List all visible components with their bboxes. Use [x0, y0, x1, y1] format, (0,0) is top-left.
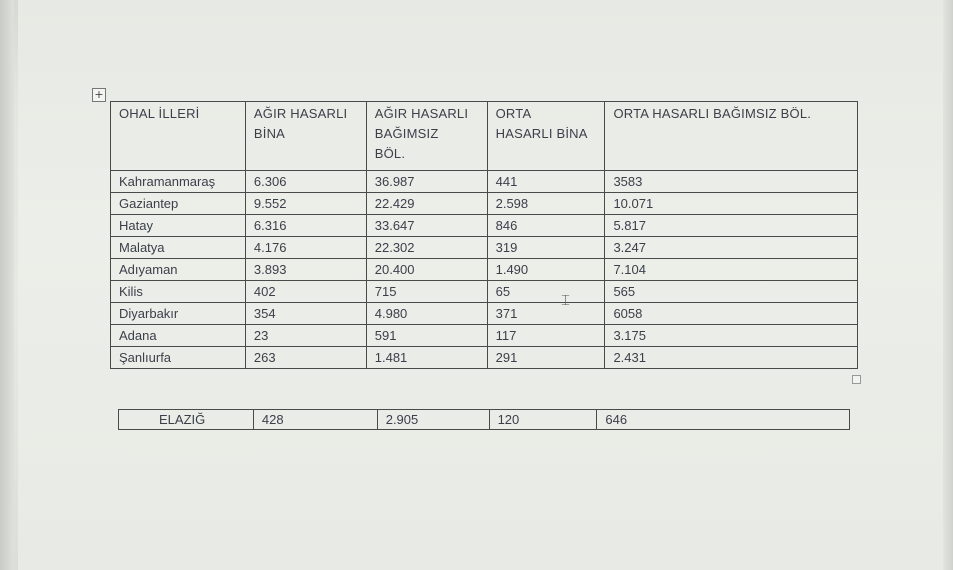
cell-orta-bagimsiz[interactable]: 3583	[605, 171, 858, 193]
cell-agir-bina[interactable]: 6.316	[245, 215, 366, 237]
cell-orta-bagimsiz[interactable]: 565	[605, 281, 858, 303]
cell-orta-bagimsiz[interactable]: 5.817	[605, 215, 858, 237]
cell-orta-bina[interactable]: 117	[487, 325, 605, 347]
header-ohal-illeri	[111, 102, 246, 171]
cell-province[interactable]: Adana	[111, 325, 246, 347]
cell-orta-bina[interactable]: 846	[487, 215, 605, 237]
cell-province[interactable]: Kahramanmaraş	[111, 171, 246, 193]
cell-elazig-agir-bagimsiz[interactable]: 2.905	[377, 410, 489, 430]
cell-agir-bagimsiz[interactable]: 4.980	[366, 303, 487, 325]
monitor-bezel-right	[943, 0, 953, 570]
cell-orta-bina[interactable]: 441	[487, 171, 605, 193]
cell-orta-bagimsiz[interactable]: 2.431	[605, 347, 858, 369]
cell-province[interactable]: Hatay	[111, 215, 246, 237]
monitor-bezel-left	[0, 0, 14, 570]
cell-province[interactable]: Malatya	[111, 237, 246, 259]
table-row	[111, 325, 858, 347]
cell-agir-bina[interactable]: 23	[245, 325, 366, 347]
cell-agir-bagimsiz[interactable]: 715	[366, 281, 487, 303]
cell-orta-bina[interactable]: 65	[487, 281, 605, 303]
cell-agir-bagimsiz[interactable]: 20.400	[366, 259, 487, 281]
cell-agir-bagimsiz[interactable]: 33.647	[366, 215, 487, 237]
cell-agir-bina[interactable]: 4.176	[245, 237, 366, 259]
cell-orta-bagimsiz[interactable]: 6058	[605, 303, 858, 325]
cell-agir-bagimsiz[interactable]: 1.481	[366, 347, 487, 369]
cell-orta-bina[interactable]: 319	[487, 237, 605, 259]
table-move-handle-icon[interactable]: +	[92, 88, 106, 102]
cell-agir-bagimsiz[interactable]: 36.987	[366, 171, 487, 193]
cell-agir-bina[interactable]: 3.893	[245, 259, 366, 281]
cell-orta-bagimsiz[interactable]: 7.104	[605, 259, 858, 281]
cell-province[interactable]: Adıyaman	[111, 259, 246, 281]
header-line: OHAL İLLERİ	[119, 106, 200, 121]
table-row	[111, 347, 858, 369]
cell-orta-bina[interactable]: 1.490	[487, 259, 605, 281]
elazig-table	[118, 409, 850, 430]
cell-province[interactable]: Şanlıurfa	[111, 347, 246, 369]
cell-agir-bina[interactable]: 354	[245, 303, 366, 325]
cell-elazig-orta-bina[interactable]: 120	[489, 410, 597, 430]
cell-agir-bina[interactable]: 6.306	[245, 171, 366, 193]
cell-orta-bagimsiz[interactable]: 10.071	[605, 193, 858, 215]
cell-agir-bagimsiz[interactable]: 591	[366, 325, 487, 347]
cell-agir-bina[interactable]: 263	[245, 347, 366, 369]
header-line: AĞIR HASARLI	[374, 106, 469, 121]
table-row	[111, 303, 858, 325]
text-cursor-icon: ⌶	[561, 291, 571, 309]
cell-province[interactable]: Kilis	[111, 281, 246, 303]
table-resize-handle[interactable]	[852, 375, 861, 384]
table-row	[111, 171, 858, 193]
cell-agir-bina[interactable]: 9.552	[245, 193, 366, 215]
table-row	[111, 281, 858, 303]
cell-elazig-orta-bagimsiz[interactable]: 646	[597, 410, 850, 430]
header-agir-hasarli-bina	[245, 102, 366, 171]
header-orta-hasarli-bagimsiz-bol	[605, 102, 858, 171]
table-row	[111, 215, 858, 237]
cell-orta-bina[interactable]: 371	[487, 303, 605, 325]
cell-agir-bagimsiz[interactable]: 22.429	[366, 193, 487, 215]
header-line: BİNA	[253, 126, 286, 141]
cell-agir-bina[interactable]: 402	[245, 281, 366, 303]
header-line: BÖL.	[374, 146, 406, 161]
header-agir-hasarli-bagimsiz-bol	[366, 102, 487, 171]
cell-orta-bina[interactable]: 2.598	[487, 193, 605, 215]
cell-province[interactable]: Gaziantep	[111, 193, 246, 215]
table-row	[111, 237, 858, 259]
cell-elazig-province[interactable]: ELAZIĞ	[119, 410, 254, 430]
cell-orta-bagimsiz[interactable]: 3.175	[605, 325, 858, 347]
header-line: BAĞIMSIZ	[374, 126, 439, 141]
header-line: ORTA HASARLI BAĞIMSIZ BÖL.	[613, 106, 812, 121]
ohal-damage-table	[110, 101, 858, 369]
cell-orta-bina[interactable]: 291	[487, 347, 605, 369]
elazig-row	[119, 410, 850, 430]
cell-province[interactable]: Diyarbakır	[111, 303, 246, 325]
header-line: AĞIR HASARLI	[253, 106, 348, 121]
cell-elazig-agir-bina[interactable]: 428	[253, 410, 377, 430]
header-orta-hasarli-bina	[487, 102, 605, 171]
table-header-row	[111, 102, 858, 171]
cell-orta-bagimsiz[interactable]: 3.247	[605, 237, 858, 259]
table-row	[111, 259, 858, 281]
header-line: ORTA	[495, 106, 532, 121]
table-row	[111, 193, 858, 215]
cell-agir-bagimsiz[interactable]: 22.302	[366, 237, 487, 259]
header-line: HASARLI BİNA	[495, 126, 588, 141]
